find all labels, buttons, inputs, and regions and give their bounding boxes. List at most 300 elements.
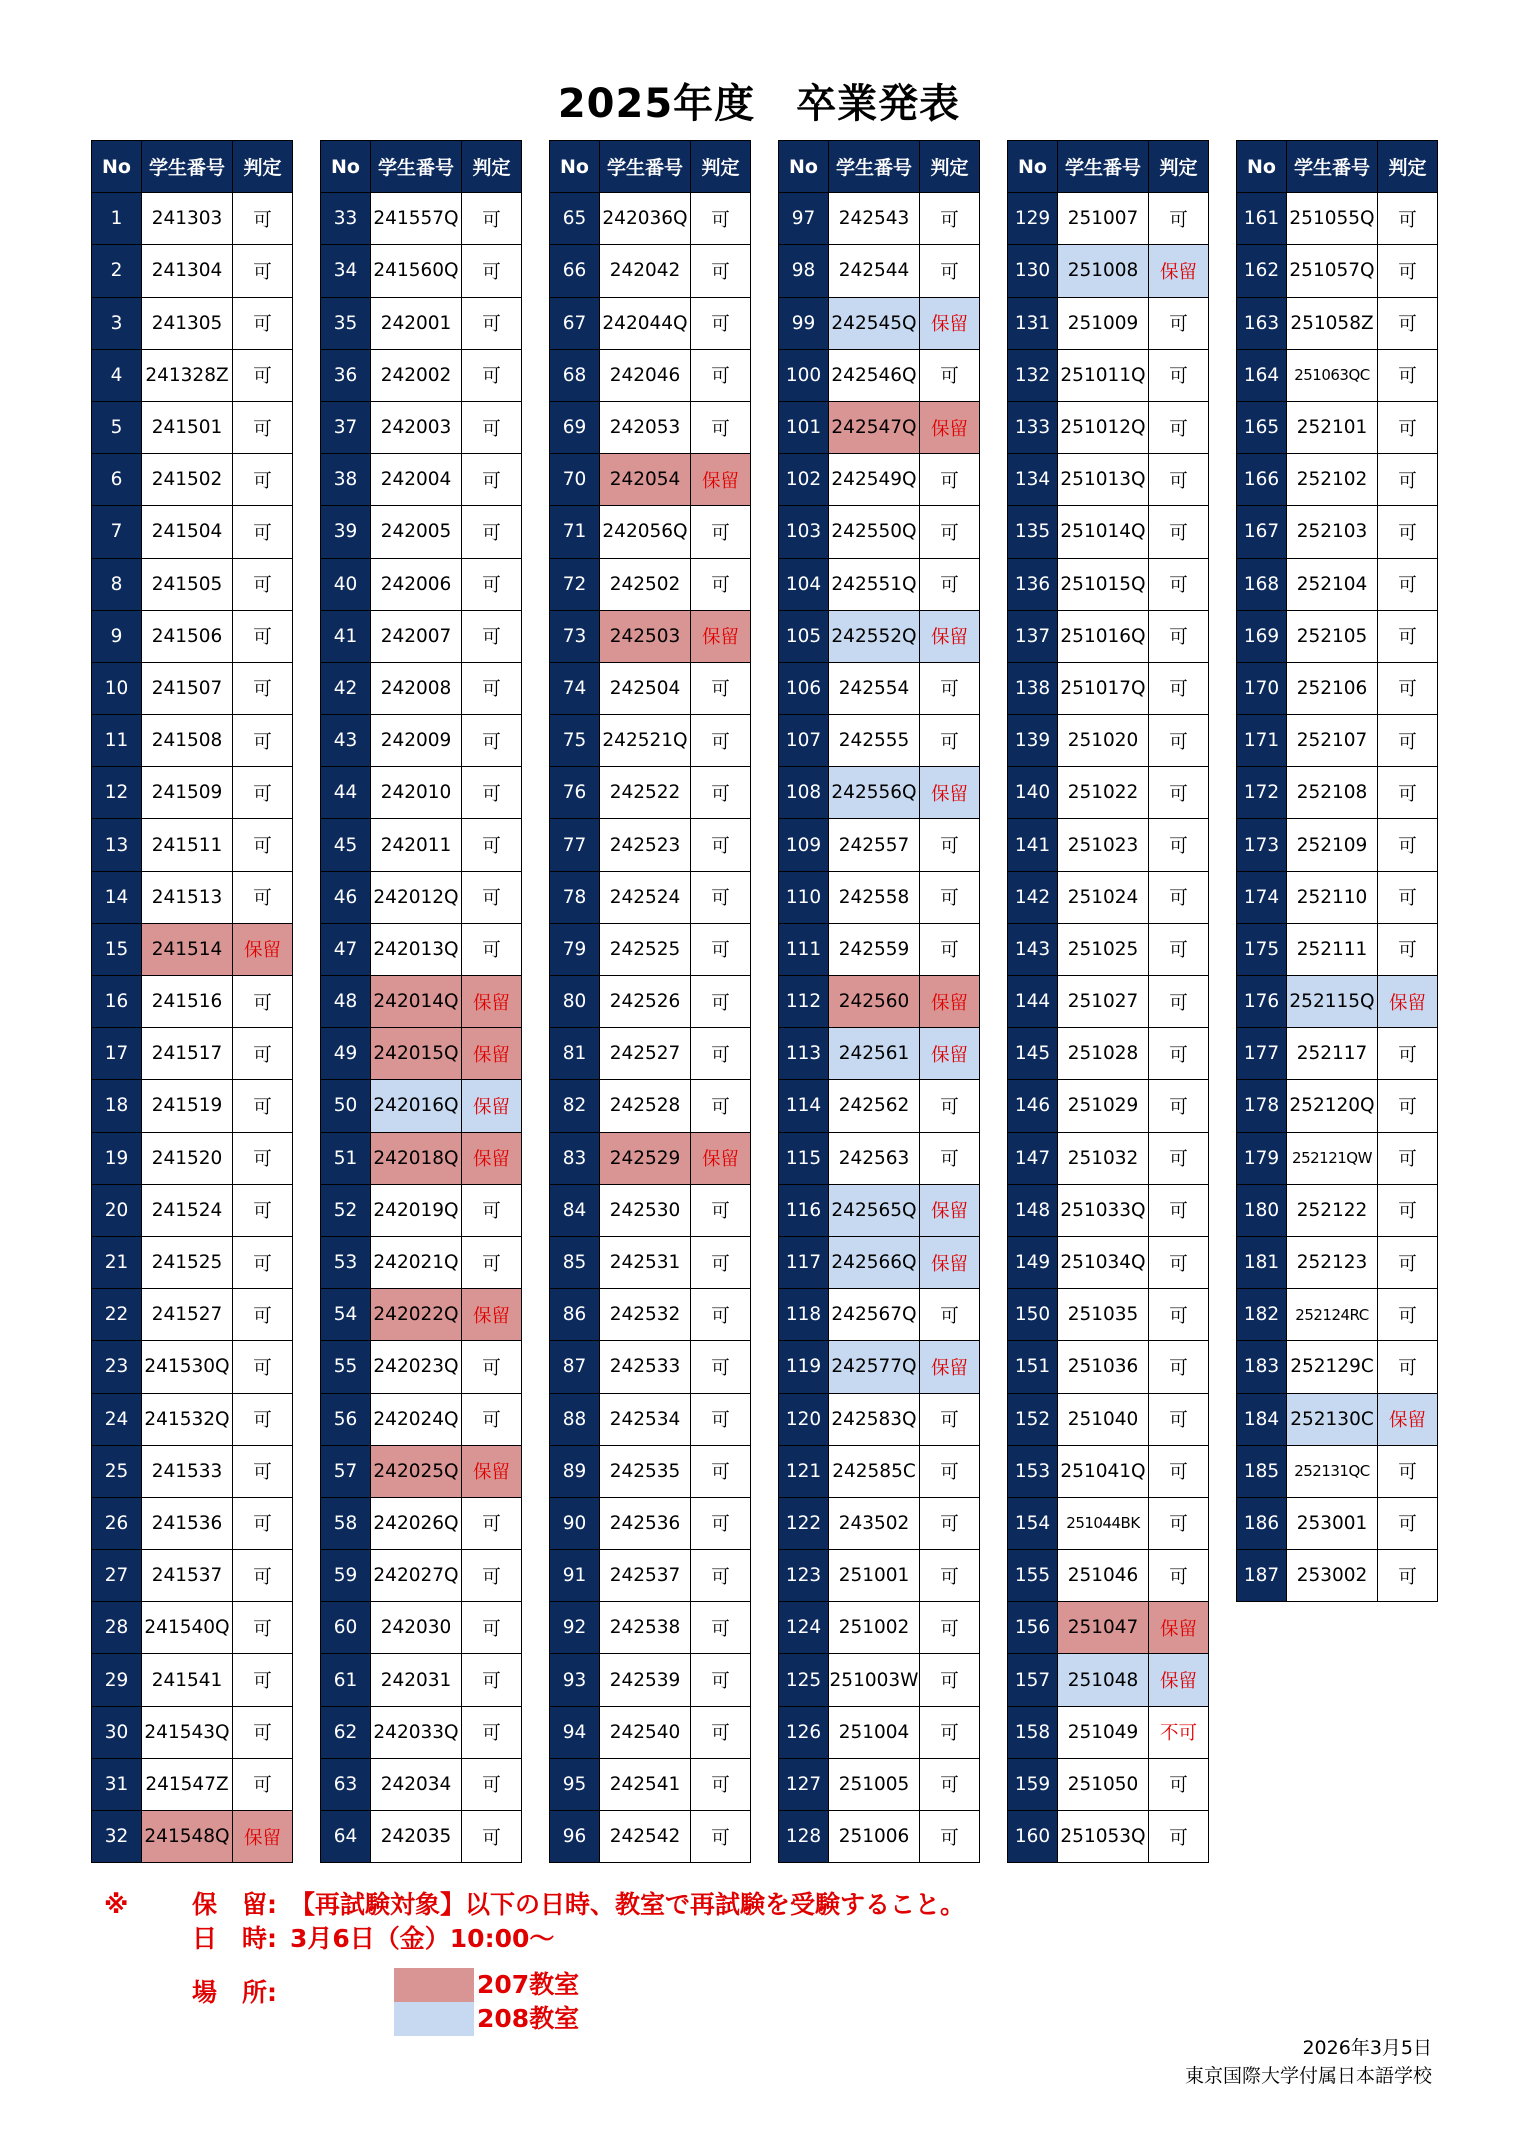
row-number: 134 (1008, 454, 1058, 506)
row-number: 92 (550, 1602, 600, 1654)
room-207-swatch (394, 1968, 474, 2002)
row-number: 163 (1237, 297, 1287, 349)
student-id: 251036 (1058, 1341, 1149, 1393)
student-id: 251016Q (1058, 610, 1149, 662)
row-number: 36 (321, 349, 371, 401)
table-row (321, 245, 522, 297)
judgment: 可 (1378, 1289, 1438, 1341)
student-id: 251004 (829, 1706, 920, 1758)
note-hold-text: 【再試験対象】以下の日時、教室で再試験を受験すること。 (290, 1890, 966, 1919)
judgment: 可 (233, 349, 293, 401)
student-id: 251048 (1058, 1654, 1149, 1706)
table-row (550, 1602, 751, 1654)
student-id: 251003W (829, 1654, 920, 1706)
student-id: 242042 (600, 245, 691, 297)
row-number: 22 (92, 1289, 142, 1341)
student-id: 251014Q (1058, 506, 1149, 558)
row-number: 105 (779, 610, 829, 662)
judgment: 可 (691, 506, 751, 558)
row-number: 181 (1237, 1236, 1287, 1288)
row-number: 88 (550, 1393, 600, 1445)
row-number: 156 (1008, 1602, 1058, 1654)
header-student-id: 学生番号 (1287, 141, 1378, 193)
judgment: 保留 (691, 610, 751, 662)
judgment: 可 (1378, 662, 1438, 714)
judgment: 可 (1378, 193, 1438, 245)
student-id: 252104 (1287, 558, 1378, 610)
judgment: 可 (1378, 610, 1438, 662)
row-number: 39 (321, 506, 371, 558)
judgment: 可 (920, 1445, 980, 1497)
judgment: 可 (691, 349, 751, 401)
student-id: 242053 (600, 401, 691, 453)
student-id: 241508 (142, 715, 233, 767)
table-row (1008, 871, 1209, 923)
judgment: 可 (691, 976, 751, 1028)
judgment: 保留 (1149, 245, 1209, 297)
row-number: 162 (1237, 245, 1287, 297)
student-id: 251022 (1058, 767, 1149, 819)
student-id: 252130C (1287, 1393, 1378, 1445)
table-row (550, 1028, 751, 1080)
table-row (92, 1706, 293, 1758)
row-number: 49 (321, 1028, 371, 1080)
row-number: 33 (321, 193, 371, 245)
student-id: 242534 (600, 1393, 691, 1445)
row-number: 165 (1237, 401, 1287, 453)
table-row (321, 1080, 522, 1132)
student-id: 251023 (1058, 819, 1149, 871)
row-number: 31 (92, 1758, 142, 1810)
row-number: 109 (779, 819, 829, 871)
student-id: 241304 (142, 245, 233, 297)
judgment: 可 (462, 297, 522, 349)
judgment: 保留 (462, 1132, 522, 1184)
table-row (92, 715, 293, 767)
table-row (1008, 1654, 1209, 1706)
judgment: 可 (920, 349, 980, 401)
student-id: 252102 (1287, 454, 1378, 506)
judgment: 保留 (462, 1028, 522, 1080)
student-id: 242502 (600, 558, 691, 610)
table-row (779, 1236, 980, 1288)
row-number: 121 (779, 1445, 829, 1497)
judgment: 可 (1149, 767, 1209, 819)
student-id: 242583Q (829, 1393, 920, 1445)
table-row (1008, 819, 1209, 871)
judgment: 保留 (920, 1184, 980, 1236)
row-number: 43 (321, 715, 371, 767)
table-row (92, 1132, 293, 1184)
table-row (1237, 976, 1438, 1028)
judgment: 可 (1149, 871, 1209, 923)
judgment: 保留 (462, 1445, 522, 1497)
judgment: 可 (920, 1654, 980, 1706)
table-row (779, 1706, 980, 1758)
student-id: 242551Q (829, 558, 920, 610)
judgment: 可 (1378, 1132, 1438, 1184)
row-number: 13 (92, 819, 142, 871)
judgment: 保留 (920, 1341, 980, 1393)
row-number: 118 (779, 1289, 829, 1341)
row-number: 179 (1237, 1132, 1287, 1184)
table-row (321, 1497, 522, 1549)
student-id: 242031 (371, 1654, 462, 1706)
table-row (1237, 401, 1438, 453)
judgment: 可 (1149, 610, 1209, 662)
student-id: 242557 (829, 819, 920, 871)
judgment: 可 (462, 349, 522, 401)
table-row (550, 1132, 751, 1184)
row-number: 20 (92, 1184, 142, 1236)
judgment: 可 (691, 767, 751, 819)
table-row (550, 1758, 751, 1810)
table-row (1237, 767, 1438, 819)
student-id: 251001 (829, 1550, 920, 1602)
row-number: 183 (1237, 1341, 1287, 1393)
table-row (1008, 976, 1209, 1028)
table-row (779, 1341, 980, 1393)
table-row (779, 923, 980, 975)
student-id: 241536 (142, 1497, 233, 1549)
row-number: 83 (550, 1132, 600, 1184)
row-number: 12 (92, 767, 142, 819)
student-id: 242004 (371, 454, 462, 506)
row-number: 175 (1237, 923, 1287, 975)
judgment: 可 (1149, 1497, 1209, 1549)
table-row (1008, 662, 1209, 714)
row-number: 107 (779, 715, 829, 767)
row-number: 6 (92, 454, 142, 506)
table-row (550, 1550, 751, 1602)
judgment: 可 (920, 1758, 980, 1810)
judgment: 可 (233, 506, 293, 558)
judgment: 可 (920, 193, 980, 245)
row-number: 113 (779, 1028, 829, 1080)
student-id: 241514 (142, 923, 233, 975)
row-number: 52 (321, 1184, 371, 1236)
student-id: 241541 (142, 1654, 233, 1706)
row-number: 123 (779, 1550, 829, 1602)
student-id: 242544 (829, 245, 920, 297)
student-id: 242023Q (371, 1341, 462, 1393)
student-id: 242027Q (371, 1550, 462, 1602)
judgment: 可 (691, 1811, 751, 1863)
row-number: 53 (321, 1236, 371, 1288)
student-id: 242521Q (600, 715, 691, 767)
row-number: 185 (1237, 1445, 1287, 1497)
judgment: 可 (462, 506, 522, 558)
row-number: 55 (321, 1341, 371, 1393)
row-number: 104 (779, 558, 829, 610)
table-row (550, 1393, 751, 1445)
judgment: 可 (233, 1184, 293, 1236)
student-id: 251050 (1058, 1758, 1149, 1810)
student-id: 252129C (1287, 1341, 1378, 1393)
table-row (1237, 1445, 1438, 1497)
judgment: 可 (462, 1550, 522, 1602)
judgment: 可 (691, 1550, 751, 1602)
student-id: 242528 (600, 1080, 691, 1132)
row-number: 178 (1237, 1080, 1287, 1132)
judgment: 保留 (1149, 1654, 1209, 1706)
student-id: 242541 (600, 1758, 691, 1810)
table-row (92, 767, 293, 819)
judgment: 可 (1378, 819, 1438, 871)
table-row (1008, 1028, 1209, 1080)
judgment: 可 (1378, 506, 1438, 558)
table-row (1008, 715, 1209, 767)
judgment: 可 (462, 193, 522, 245)
student-id: 252111 (1287, 923, 1378, 975)
table-row (321, 506, 522, 558)
judgment: 可 (691, 715, 751, 767)
judgment: 可 (920, 923, 980, 975)
student-id: 242026Q (371, 1497, 462, 1549)
results-table (320, 140, 522, 1863)
table-row (1008, 1080, 1209, 1132)
student-id: 242539 (600, 1654, 691, 1706)
student-id: 241305 (142, 297, 233, 349)
row-number: 161 (1237, 193, 1287, 245)
student-id: 242552Q (829, 610, 920, 662)
row-number: 2 (92, 245, 142, 297)
student-id: 242558 (829, 871, 920, 923)
judgment: 可 (920, 558, 980, 610)
judgment: 可 (1378, 715, 1438, 767)
table-row (550, 1236, 751, 1288)
table-row (1008, 245, 1209, 297)
table-row (1237, 1341, 1438, 1393)
header-judgment: 判定 (920, 141, 980, 193)
student-id: 241547Z (142, 1758, 233, 1810)
student-id: 241502 (142, 454, 233, 506)
student-id: 251011Q (1058, 349, 1149, 401)
table-row (779, 297, 980, 349)
judgment: 可 (233, 715, 293, 767)
table-row (550, 923, 751, 975)
student-id: 241519 (142, 1080, 233, 1132)
table-row (321, 1184, 522, 1236)
table-row (779, 1132, 980, 1184)
table-row (1237, 558, 1438, 610)
row-number: 1 (92, 193, 142, 245)
judgment: 可 (920, 1080, 980, 1132)
row-number: 153 (1008, 1445, 1058, 1497)
judgment: 可 (1378, 297, 1438, 349)
table-row (1008, 1758, 1209, 1810)
table-row (92, 1654, 293, 1706)
row-number: 19 (92, 1132, 142, 1184)
judgment: 可 (920, 1132, 980, 1184)
table-row (1008, 558, 1209, 610)
table-row (321, 1028, 522, 1080)
student-id: 252109 (1287, 819, 1378, 871)
table-row (779, 1654, 980, 1706)
results-table (778, 140, 980, 1863)
judgment: 可 (1378, 1341, 1438, 1393)
row-number: 115 (779, 1132, 829, 1184)
row-number: 69 (550, 401, 600, 453)
student-id: 242567Q (829, 1289, 920, 1341)
table-row (779, 1758, 980, 1810)
judgment: 可 (691, 401, 751, 453)
student-id: 252120Q (1287, 1080, 1378, 1132)
student-id: 242015Q (371, 1028, 462, 1080)
judgment: 可 (462, 1497, 522, 1549)
student-id: 242522 (600, 767, 691, 819)
student-id: 242504 (600, 662, 691, 714)
row-number: 182 (1237, 1289, 1287, 1341)
judgment: 可 (1149, 715, 1209, 767)
table-row (1237, 1028, 1438, 1080)
student-id: 251024 (1058, 871, 1149, 923)
student-id: 251015Q (1058, 558, 1149, 610)
judgment: 可 (1149, 1289, 1209, 1341)
judgment: 可 (920, 662, 980, 714)
student-id: 251002 (829, 1602, 920, 1654)
row-number: 180 (1237, 1184, 1287, 1236)
judgment: 可 (462, 923, 522, 975)
row-number: 57 (321, 1445, 371, 1497)
student-id: 242044Q (600, 297, 691, 349)
judgment: 可 (1378, 923, 1438, 975)
row-number: 90 (550, 1497, 600, 1549)
table-row (92, 193, 293, 245)
table-row (92, 819, 293, 871)
student-id: 242549Q (829, 454, 920, 506)
row-number: 114 (779, 1080, 829, 1132)
table-row (550, 1289, 751, 1341)
row-number: 147 (1008, 1132, 1058, 1184)
header-student-id: 学生番号 (142, 141, 233, 193)
judgment: 可 (691, 558, 751, 610)
student-id: 242030 (371, 1602, 462, 1654)
judgment: 可 (462, 558, 522, 610)
row-number: 174 (1237, 871, 1287, 923)
student-id: 242524 (600, 871, 691, 923)
table-row (1237, 871, 1438, 923)
row-number: 133 (1008, 401, 1058, 453)
table-row (92, 245, 293, 297)
row-number: 125 (779, 1654, 829, 1706)
judgment: 可 (233, 1289, 293, 1341)
judgment: 可 (233, 767, 293, 819)
student-id: 242012Q (371, 871, 462, 923)
table-row (1237, 715, 1438, 767)
row-number: 17 (92, 1028, 142, 1080)
row-number: 124 (779, 1602, 829, 1654)
row-number: 68 (550, 349, 600, 401)
header-judgment: 判定 (462, 141, 522, 193)
student-id: 241525 (142, 1236, 233, 1288)
student-id: 252121QW (1287, 1132, 1378, 1184)
judgment: 可 (1149, 558, 1209, 610)
judgment: 可 (920, 715, 980, 767)
table-row (92, 1236, 293, 1288)
judgment: 可 (233, 1393, 293, 1445)
table-row (321, 1706, 522, 1758)
student-id: 242022Q (371, 1289, 462, 1341)
judgment: 保留 (920, 297, 980, 349)
judgment: 可 (1149, 297, 1209, 349)
header-judgment: 判定 (1378, 141, 1438, 193)
table-row (1237, 923, 1438, 975)
table-row (1008, 1550, 1209, 1602)
row-number: 89 (550, 1445, 600, 1497)
judgment: 可 (233, 1706, 293, 1758)
judgment: 可 (691, 193, 751, 245)
results-table (91, 140, 293, 1863)
student-id: 242561 (829, 1028, 920, 1080)
table-row (321, 1132, 522, 1184)
judgment: 可 (1378, 1236, 1438, 1288)
table-row (321, 1236, 522, 1288)
judgment: 可 (691, 297, 751, 349)
table-row (321, 976, 522, 1028)
row-number: 127 (779, 1758, 829, 1810)
judgment: 可 (233, 610, 293, 662)
header-judgment: 判定 (233, 141, 293, 193)
row-number: 38 (321, 454, 371, 506)
judgment: 可 (233, 245, 293, 297)
table-row (92, 297, 293, 349)
judgment: 可 (233, 454, 293, 506)
student-id: 251028 (1058, 1028, 1149, 1080)
judgment: 可 (233, 1497, 293, 1549)
student-id: 252123 (1287, 1236, 1378, 1288)
judgment: 可 (691, 819, 751, 871)
row-number: 9 (92, 610, 142, 662)
header-no: No (321, 141, 371, 193)
student-id: 242577Q (829, 1341, 920, 1393)
table-row (1237, 662, 1438, 714)
row-number: 29 (92, 1654, 142, 1706)
judgment: 可 (462, 1393, 522, 1445)
student-id: 241516 (142, 976, 233, 1028)
student-id: 242056Q (600, 506, 691, 558)
row-number: 30 (92, 1706, 142, 1758)
table-row (1008, 1132, 1209, 1184)
judgment: 可 (462, 767, 522, 819)
table-row (1237, 506, 1438, 558)
row-number: 186 (1237, 1497, 1287, 1549)
student-id: 242538 (600, 1602, 691, 1654)
judgment: 可 (920, 871, 980, 923)
student-id: 251005 (829, 1758, 920, 1810)
header-no: No (1237, 141, 1287, 193)
row-number: 46 (321, 871, 371, 923)
row-number: 66 (550, 245, 600, 297)
student-id: 242046 (600, 349, 691, 401)
student-id: 242555 (829, 715, 920, 767)
results-table (1236, 140, 1438, 1602)
note-hold-label: 保 留: (192, 1890, 277, 1919)
results-table (1007, 140, 1209, 1863)
judgment: 可 (1149, 1341, 1209, 1393)
table-row (1237, 1132, 1438, 1184)
judgment: 保留 (920, 610, 980, 662)
student-id: 242010 (371, 767, 462, 819)
row-number: 138 (1008, 662, 1058, 714)
table-row (321, 1289, 522, 1341)
judgment: 可 (462, 1654, 522, 1706)
judgment: 可 (1149, 1758, 1209, 1810)
row-number: 103 (779, 506, 829, 558)
judgment: 可 (1149, 923, 1209, 975)
row-number: 21 (92, 1236, 142, 1288)
judgment: 可 (1378, 1550, 1438, 1602)
